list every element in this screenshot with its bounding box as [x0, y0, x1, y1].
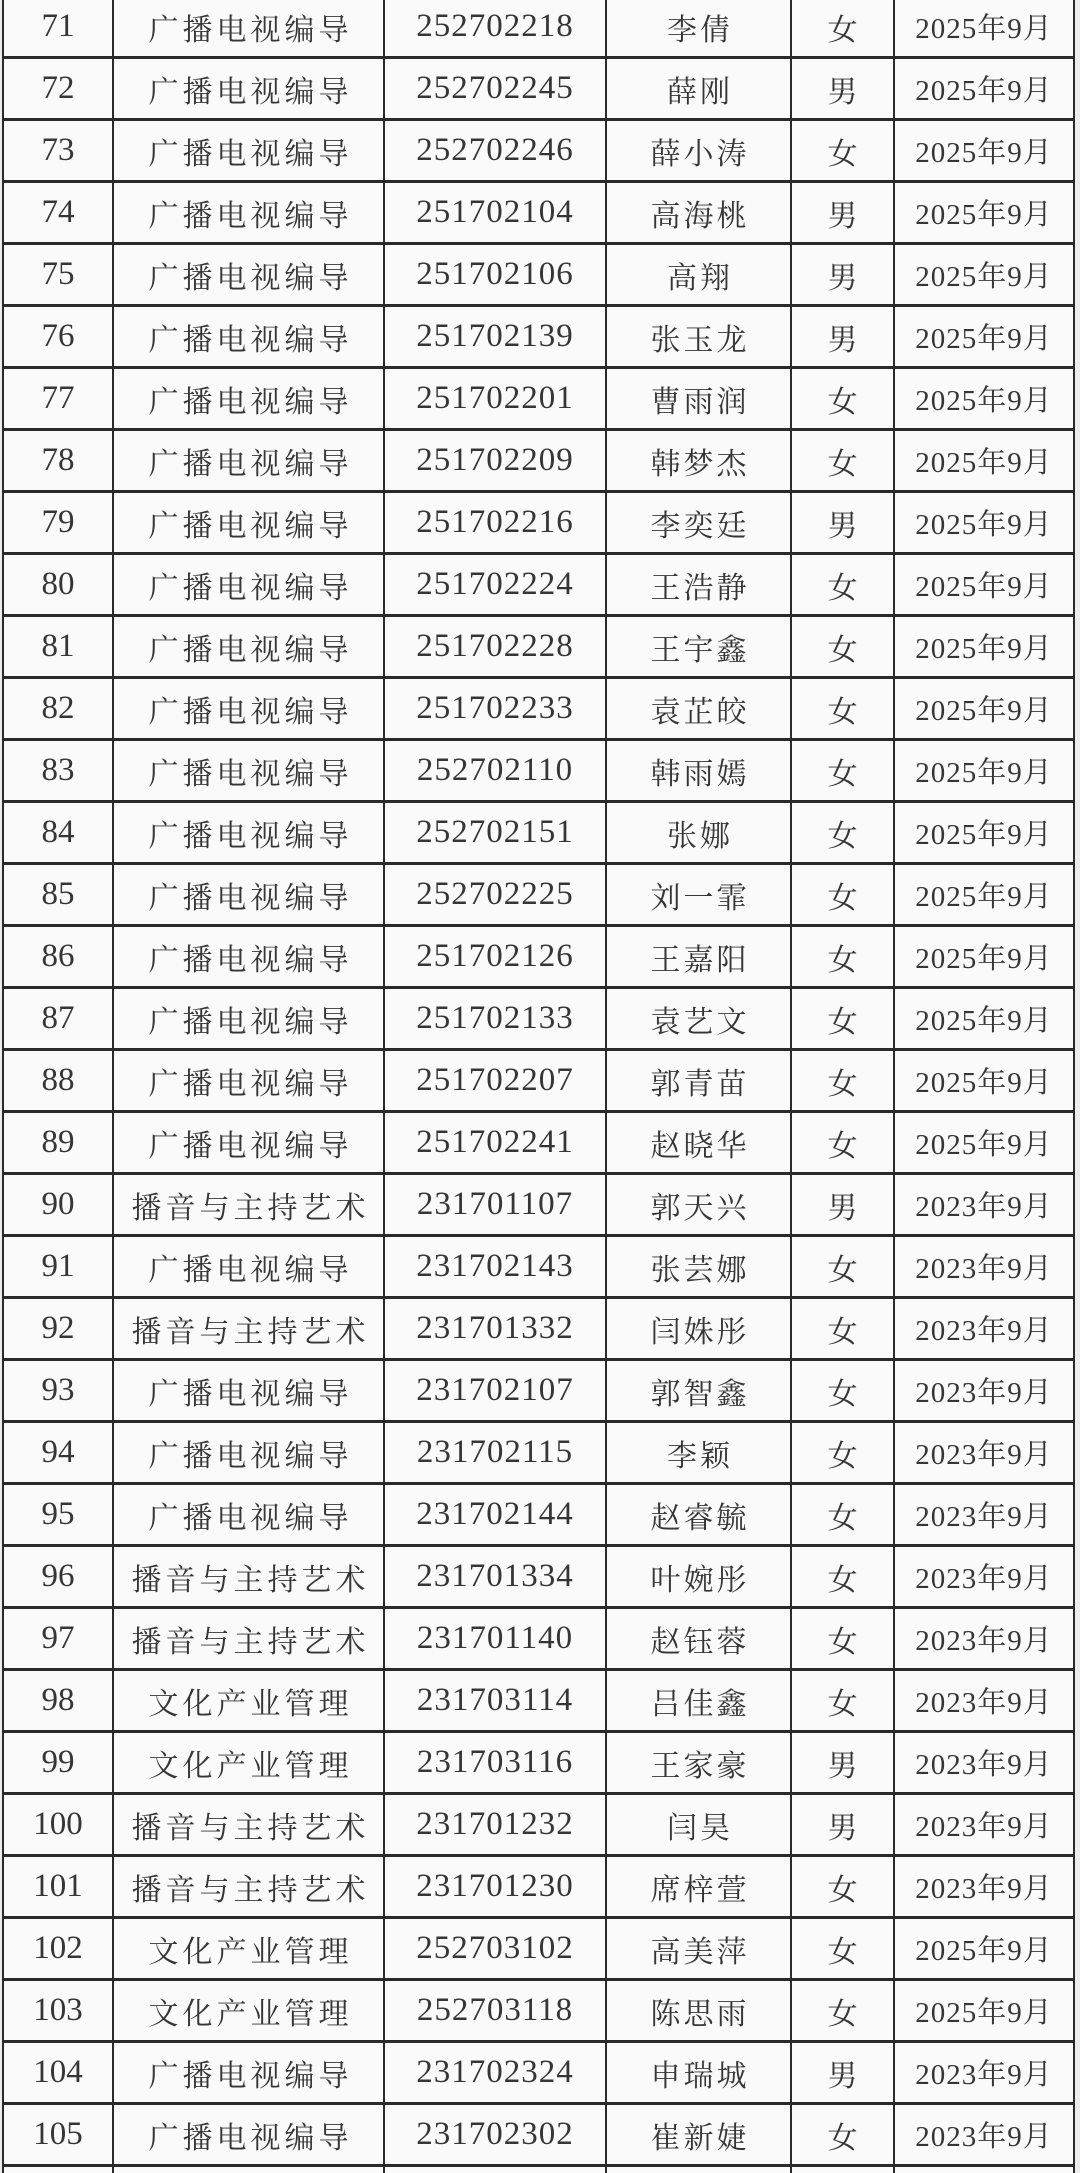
row-number: 102: [3, 1918, 113, 1980]
major: 播音与主持艺术: [113, 1298, 384, 1360]
student-id: 231702302: [384, 2104, 606, 2166]
student-name: 赵钰蓉: [606, 1608, 791, 1670]
major: 广播电视编导: [113, 58, 384, 120]
enroll-date: 2025年9月: [894, 926, 1074, 988]
major: 播音与主持艺术: [113, 1174, 384, 1236]
row-number: 76: [3, 306, 113, 368]
table-row: [3, 1918, 1074, 1980]
gender: 女: [791, 1484, 894, 1546]
student-name: 赵睿毓: [606, 1484, 791, 1546]
table-row: [3, 430, 1074, 492]
gender: 女: [791, 1236, 894, 1298]
gender: 女: [791, 554, 894, 616]
table-row: [3, 1484, 1074, 1546]
gender: 女: [791, 678, 894, 740]
enroll-date: 2025年9月: [894, 492, 1074, 554]
student-id: 251702209: [384, 430, 606, 492]
major: 广播电视编导: [113, 1484, 384, 1546]
student-name: 席梓萱: [606, 1856, 791, 1918]
row-number: 94: [3, 1422, 113, 1484]
major: 广播电视编导: [113, 1050, 384, 1112]
student-id: 231702107: [384, 1360, 606, 1422]
student-id: 251702228: [384, 616, 606, 678]
table-row: [3, 1360, 1074, 1422]
row-number-empty: [3, 2166, 113, 2173]
student-name: 崔新婕: [606, 2104, 791, 2166]
row-number: 75: [3, 244, 113, 306]
gender: 男: [791, 1732, 894, 1794]
major: 广播电视编导: [113, 2104, 384, 2166]
major: 广播电视编导: [113, 182, 384, 244]
student-id: 231702143: [384, 1236, 606, 1298]
enroll-date: 2023年9月: [894, 1856, 1074, 1918]
row-number: 101: [3, 1856, 113, 1918]
enroll-date: 2025年9月: [894, 864, 1074, 926]
row-number: 93: [3, 1360, 113, 1422]
major: 广播电视编导: [113, 120, 384, 182]
student-id: 231701232: [384, 1794, 606, 1856]
row-number: 98: [3, 1670, 113, 1732]
student-name: 李奕廷: [606, 492, 791, 554]
student-id: 252702245: [384, 58, 606, 120]
student-id: 252703102: [384, 1918, 606, 1980]
student-id: 252702218: [384, 0, 606, 58]
gender-empty: [791, 2166, 894, 2173]
enroll-date: 2023年9月: [894, 1360, 1074, 1422]
student-name: 郭智鑫: [606, 1360, 791, 1422]
table-row: [3, 1856, 1074, 1918]
student-id: 251702139: [384, 306, 606, 368]
table-row: [3, 182, 1074, 244]
student-id: 251702106: [384, 244, 606, 306]
student-name: 高美萍: [606, 1918, 791, 1980]
row-number: 105: [3, 2104, 113, 2166]
student-name: 袁芷皎: [606, 678, 791, 740]
enroll-date: 2023年9月: [894, 1174, 1074, 1236]
row-number: 79: [3, 492, 113, 554]
gender: 女: [791, 616, 894, 678]
row-number: 104: [3, 2042, 113, 2104]
student-id: 251702207: [384, 1050, 606, 1112]
student-name: 郭天兴: [606, 1174, 791, 1236]
student-name-empty: [606, 2166, 791, 2173]
gender: 女: [791, 1980, 894, 2042]
student-name: 薛刚: [606, 58, 791, 120]
student-name: 申瑞城: [606, 2042, 791, 2104]
major: 广播电视编导: [113, 2042, 384, 2104]
row-number: 99: [3, 1732, 113, 1794]
row-number: 87: [3, 988, 113, 1050]
gender: 男: [791, 182, 894, 244]
gender: 女: [791, 1608, 894, 1670]
enroll-date: 2025年9月: [894, 1980, 1074, 2042]
table-row: [3, 1794, 1074, 1856]
student-name: 张娜: [606, 802, 791, 864]
student-name: 王浩静: [606, 554, 791, 616]
row-number: 91: [3, 1236, 113, 1298]
enroll-date: 2025年9月: [894, 740, 1074, 802]
row-number: 103: [3, 1980, 113, 2042]
row-number: 95: [3, 1484, 113, 1546]
student-id: 231703114: [384, 1670, 606, 1732]
table-row: [3, 0, 1074, 58]
enroll-date: 2023年9月: [894, 1670, 1074, 1732]
row-number: 78: [3, 430, 113, 492]
major: 广播电视编导: [113, 306, 384, 368]
row-number: 81: [3, 616, 113, 678]
row-number: 71: [3, 0, 113, 58]
row-number: 89: [3, 1112, 113, 1174]
gender: 男: [791, 58, 894, 120]
table-row: [3, 120, 1074, 182]
student-id: 252703118: [384, 1980, 606, 2042]
table-row: [3, 368, 1074, 430]
major: 文化产业管理: [113, 1732, 384, 1794]
enroll-date: 2023年9月: [894, 1732, 1074, 1794]
major: 广播电视编导: [113, 988, 384, 1050]
table-row: [3, 1546, 1074, 1608]
enroll-date: 2025年9月: [894, 430, 1074, 492]
gender: 男: [791, 492, 894, 554]
table-row: [3, 616, 1074, 678]
student-id: 251702104: [384, 182, 606, 244]
row-number: 88: [3, 1050, 113, 1112]
student-id: 231702324: [384, 2042, 606, 2104]
major: 广播电视编导: [113, 244, 384, 306]
row-number: 74: [3, 182, 113, 244]
gender: 女: [791, 1050, 894, 1112]
student-id: 251702133: [384, 988, 606, 1050]
student-table-body: [3, 0, 1074, 2173]
gender: 女: [791, 1670, 894, 1732]
table-row: [3, 2042, 1074, 2104]
student-id: 231701107: [384, 1174, 606, 1236]
student-id: 251702216: [384, 492, 606, 554]
gender: 女: [791, 368, 894, 430]
student-id: 251702224: [384, 554, 606, 616]
table-row: [3, 802, 1074, 864]
gender: 女: [791, 1298, 894, 1360]
table-row: [3, 740, 1074, 802]
enroll-date: 2025年9月: [894, 802, 1074, 864]
major: 广播电视编导: [113, 1360, 384, 1422]
table-row: [3, 864, 1074, 926]
enroll-date: 2023年9月: [894, 1794, 1074, 1856]
gender: 女: [791, 864, 894, 926]
gender: 女: [791, 740, 894, 802]
student-name: 曹雨润: [606, 368, 791, 430]
student-name: 韩雨嫣: [606, 740, 791, 802]
student-name: 张芸娜: [606, 1236, 791, 1298]
student-name: 吕佳鑫: [606, 1670, 791, 1732]
enroll-date: 2025年9月: [894, 988, 1074, 1050]
student-id: 231701140: [384, 1608, 606, 1670]
row-number: 90: [3, 1174, 113, 1236]
student-id: 251702126: [384, 926, 606, 988]
enroll-date: 2023年9月: [894, 2104, 1074, 2166]
gender: 女: [791, 430, 894, 492]
enroll-date: 2023年9月: [894, 1236, 1074, 1298]
student-name: 张玉龙: [606, 306, 791, 368]
major: 广播电视编导: [113, 864, 384, 926]
row-number: 85: [3, 864, 113, 926]
student-name: 叶婉彤: [606, 1546, 791, 1608]
student-id: 231701334: [384, 1546, 606, 1608]
table-row: [3, 678, 1074, 740]
major: 广播电视编导: [113, 0, 384, 58]
student-name: 闫姝彤: [606, 1298, 791, 1360]
table-row: [3, 58, 1074, 120]
student-name: 王宇鑫: [606, 616, 791, 678]
student-id: 251702201: [384, 368, 606, 430]
row-number: 80: [3, 554, 113, 616]
major: 广播电视编导: [113, 492, 384, 554]
student-name: 闫昊: [606, 1794, 791, 1856]
major: 广播电视编导: [113, 1112, 384, 1174]
major: 播音与主持艺术: [113, 1794, 384, 1856]
row-number: 92: [3, 1298, 113, 1360]
gender: 女: [791, 2104, 894, 2166]
enroll-date: 2025年9月: [894, 244, 1074, 306]
row-number: 96: [3, 1546, 113, 1608]
major: 广播电视编导: [113, 616, 384, 678]
gender: 女: [791, 0, 894, 58]
enroll-date: 2025年9月: [894, 1112, 1074, 1174]
row-number: 100: [3, 1794, 113, 1856]
major: 文化产业管理: [113, 1980, 384, 2042]
major: 文化产业管理: [113, 1670, 384, 1732]
major: 广播电视编导: [113, 368, 384, 430]
gender: 女: [791, 1112, 894, 1174]
major: 广播电视编导: [113, 926, 384, 988]
student-id: 231701230: [384, 1856, 606, 1918]
enroll-date: 2025年9月: [894, 1050, 1074, 1112]
student-name: 王家豪: [606, 1732, 791, 1794]
major: 播音与主持艺术: [113, 1546, 384, 1608]
student-name: 李颖: [606, 1422, 791, 1484]
row-number: 73: [3, 120, 113, 182]
enroll-date: 2025年9月: [894, 1918, 1074, 1980]
enroll-date: 2023年9月: [894, 1608, 1074, 1670]
row-number: 72: [3, 58, 113, 120]
gender: 女: [791, 988, 894, 1050]
student-id: 231702144: [384, 1484, 606, 1546]
student-name: 赵晓华: [606, 1112, 791, 1174]
student-id: 231701332: [384, 1298, 606, 1360]
gender: 男: [791, 2042, 894, 2104]
student-name: 高翔: [606, 244, 791, 306]
table-row: [3, 1236, 1074, 1298]
major: 广播电视编导: [113, 802, 384, 864]
row-number: 77: [3, 368, 113, 430]
row-number: 97: [3, 1608, 113, 1670]
gender: 女: [791, 1360, 894, 1422]
enroll-date: 2023年9月: [894, 1484, 1074, 1546]
enroll-date: 2023年9月: [894, 1298, 1074, 1360]
enroll-date: 2023年9月: [894, 1422, 1074, 1484]
major: 广播电视编导: [113, 554, 384, 616]
enroll-date: 2025年9月: [894, 0, 1074, 58]
row-number: 83: [3, 740, 113, 802]
table-row: [3, 926, 1074, 988]
gender: 女: [791, 926, 894, 988]
student-name: 陈思雨: [606, 1980, 791, 2042]
enroll-date: 2025年9月: [894, 120, 1074, 182]
student-id: 252702246: [384, 120, 606, 182]
student-id: 252702225: [384, 864, 606, 926]
enroll-date: 2025年9月: [894, 678, 1074, 740]
major: 广播电视编导: [113, 430, 384, 492]
gender: 男: [791, 1174, 894, 1236]
major: 文化产业管理: [113, 1918, 384, 1980]
student-name: 高海桃: [606, 182, 791, 244]
student-name: 王嘉阳: [606, 926, 791, 988]
gender: 女: [791, 1546, 894, 1608]
row-number: 82: [3, 678, 113, 740]
student-name: 郭青苗: [606, 1050, 791, 1112]
table-row: [3, 1608, 1074, 1670]
table-row: [3, 988, 1074, 1050]
table-row: [3, 1422, 1074, 1484]
student-id: 252702151: [384, 802, 606, 864]
student-roster-table: [2, 0, 1075, 2173]
gender: 女: [791, 802, 894, 864]
major: 广播电视编导: [113, 740, 384, 802]
gender: 女: [791, 1918, 894, 1980]
student-name: 刘一霏: [606, 864, 791, 926]
table-row: [3, 492, 1074, 554]
enroll-date-empty: [894, 2166, 1074, 2173]
enroll-date: 2025年9月: [894, 182, 1074, 244]
enroll-date: 2025年9月: [894, 554, 1074, 616]
gender: 男: [791, 244, 894, 306]
student-id: 231703116: [384, 1732, 606, 1794]
student-name: 袁艺文: [606, 988, 791, 1050]
student-id: 251702241: [384, 1112, 606, 1174]
gender: 女: [791, 1422, 894, 1484]
enroll-date: 2025年9月: [894, 616, 1074, 678]
major: 广播电视编导: [113, 1422, 384, 1484]
table-row: [3, 554, 1074, 616]
student-id-empty: [384, 2166, 606, 2173]
enroll-date: 2025年9月: [894, 368, 1074, 430]
major: 广播电视编导: [113, 1236, 384, 1298]
enroll-date: 2025年9月: [894, 58, 1074, 120]
table-row: [3, 1112, 1074, 1174]
table-row: [3, 1174, 1074, 1236]
row-number: 84: [3, 802, 113, 864]
student-name: 薛小涛: [606, 120, 791, 182]
student-name: 李倩: [606, 0, 791, 58]
major-empty: [113, 2166, 384, 2173]
table-row: [3, 1298, 1074, 1360]
table-row: [3, 306, 1074, 368]
gender: 女: [791, 120, 894, 182]
major: 播音与主持艺术: [113, 1856, 384, 1918]
major: 播音与主持艺术: [113, 1608, 384, 1670]
gender: 女: [791, 1856, 894, 1918]
table-row: [3, 1980, 1074, 2042]
table-row: [3, 244, 1074, 306]
major: 广播电视编导: [113, 678, 384, 740]
table-row: [3, 2104, 1074, 2166]
student-id: 252702110: [384, 740, 606, 802]
row-number: 86: [3, 926, 113, 988]
enroll-date: 2025年9月: [894, 306, 1074, 368]
table-row: [3, 1050, 1074, 1112]
table-row-partial: [3, 2166, 1074, 2173]
gender: 男: [791, 306, 894, 368]
student-name: 韩梦杰: [606, 430, 791, 492]
gender: 男: [791, 1794, 894, 1856]
enroll-date: 2023年9月: [894, 2042, 1074, 2104]
student-id: 231702115: [384, 1422, 606, 1484]
student-id: 251702233: [384, 678, 606, 740]
enroll-date: 2023年9月: [894, 1546, 1074, 1608]
table-row: [3, 1732, 1074, 1794]
table-row: [3, 1670, 1074, 1732]
